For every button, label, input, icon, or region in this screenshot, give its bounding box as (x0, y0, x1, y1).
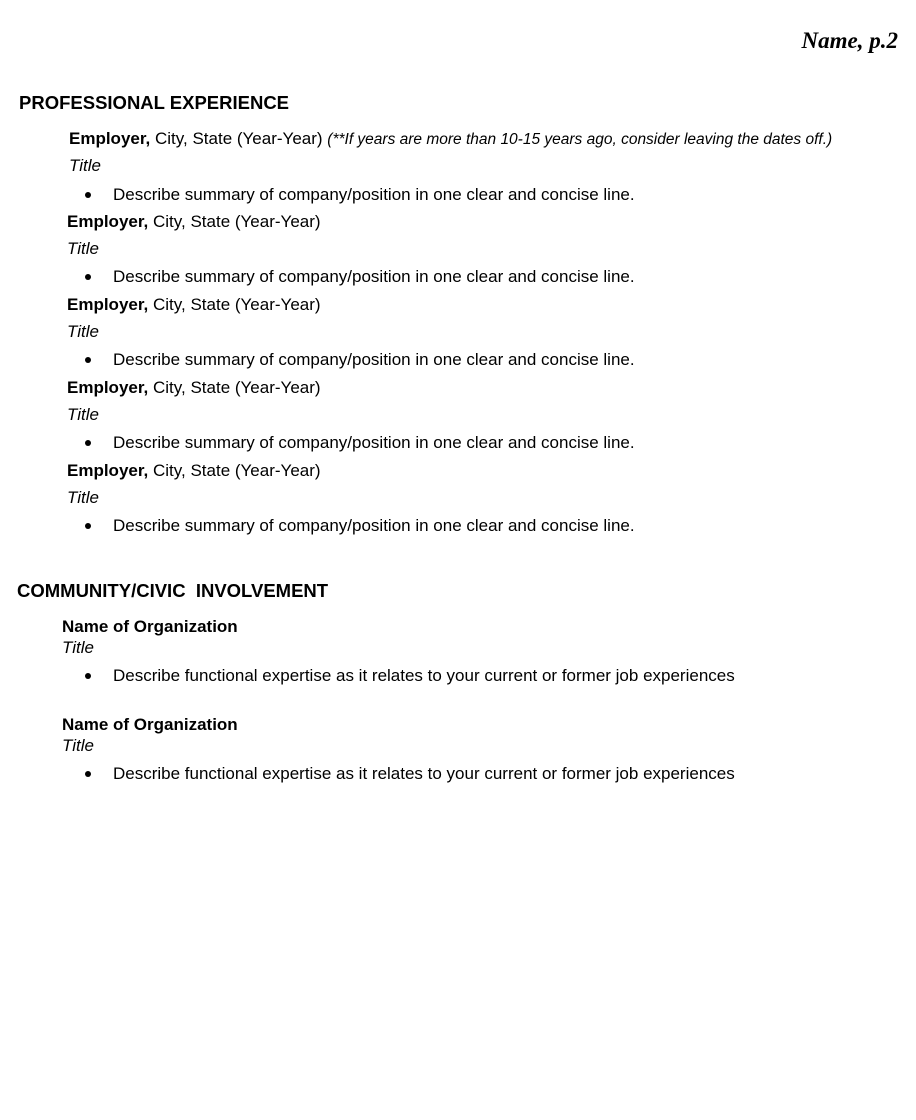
community-involvement-heading: COMMUNITY/CIVIC INVOLVEMENT (17, 580, 329, 601)
employer-location-dates: City, State (Year-Year) (150, 129, 328, 148)
employer-name: Employer, (69, 129, 151, 148)
organization-title: Title (62, 736, 94, 755)
dates-note: (**If years are more than 10-15 years ago, consider leaving the dates off.) (327, 131, 833, 148)
employer-location-dates: City, State (Year-Year) (148, 461, 321, 480)
organization-entry (62, 616, 902, 694)
job-title: Title (67, 405, 99, 424)
job-bullet (67, 180, 907, 209)
job-bullet (67, 428, 907, 457)
job-bullet-text: Describe summary of company/position in one clear and concise line. (113, 350, 635, 369)
organization-name: Name of Organization (62, 715, 238, 734)
employer-name: Employer, (67, 212, 149, 231)
organization-entry (62, 714, 902, 792)
organization-bullet-text: Describe functional expertise as it relates to your current or former job experiences (113, 666, 735, 685)
organization-bullet (62, 658, 902, 694)
job-entry (67, 291, 907, 374)
organization-bullet (62, 756, 902, 792)
job-entry (69, 125, 909, 179)
organization-title: Title (62, 638, 94, 657)
organization-name: Name of Organization (62, 617, 238, 636)
job-bullet-text: Describe summary of company/position in one clear and concise line. (113, 433, 635, 452)
job-entry (67, 208, 907, 291)
bullet-icon (85, 673, 91, 679)
bullet-icon (85, 274, 91, 280)
organization-bullet-text: Describe functional expertise as it relates to your current or former job experiences (113, 764, 735, 783)
employer-name: Employer, (67, 295, 149, 314)
employer-line (67, 457, 907, 484)
job-bullet-text: Describe summary of company/position in one clear and concise line. (113, 185, 635, 204)
bullet-icon (85, 523, 91, 529)
job-bullet-text: Describe summary of company/position in one clear and concise line. (113, 267, 635, 286)
employer-line (67, 208, 907, 235)
job-title: Title (69, 156, 101, 175)
job-bullet-text: Describe summary of company/position in one clear and concise line. (113, 516, 635, 535)
job-entry (67, 457, 907, 540)
employer-location-dates: City, State (Year-Year) (148, 378, 321, 397)
job-title: Title (67, 488, 99, 507)
bullet-icon (85, 771, 91, 777)
page-header-label: Name, p.2 (801, 28, 898, 53)
job-title: Title (67, 322, 99, 341)
bullet-icon (85, 192, 91, 198)
employer-line (67, 374, 907, 401)
bullet-icon (85, 357, 91, 363)
professional-experience-heading: PROFESSIONAL EXPERIENCE (19, 92, 290, 113)
job-title: Title (67, 239, 99, 258)
job-entry (67, 374, 907, 457)
job-bullet (67, 511, 907, 540)
job-bullet (67, 345, 907, 374)
employer-name: Employer, (67, 378, 149, 397)
employer-name: Employer, (67, 461, 149, 480)
employer-location-dates: City, State (Year-Year) (148, 212, 321, 231)
employer-line (69, 125, 909, 152)
bullet-icon (85, 440, 91, 446)
employer-location-dates: City, State (Year-Year) (148, 295, 321, 314)
job-bullet (67, 262, 907, 291)
job-bullet-row (67, 180, 907, 209)
employer-line (67, 291, 907, 318)
